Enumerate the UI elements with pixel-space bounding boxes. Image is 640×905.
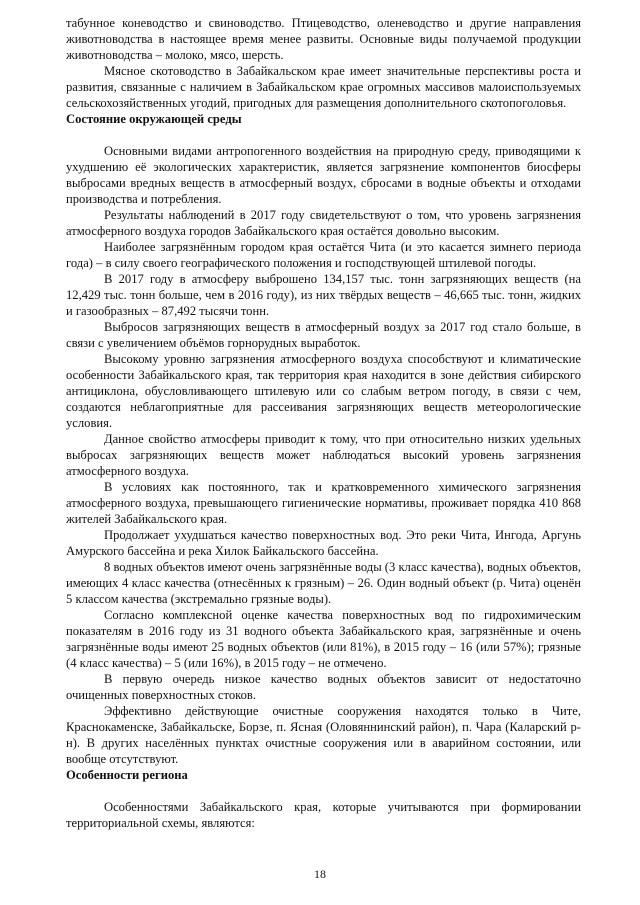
paragraph-climate-factors: Высокому уровню загрязнения атмосферного воздуха способствуют и климатические особенности Забайкальского края, так территория края находится в зоне действия сибирского антициклона, обусловливающего штилевую или со слабым ветром погоду, в связи с чем, создаются неблагоприятные для рассеивания загрязняющих веществ метеорологические условия. xyxy=(66,352,581,430)
heading-region: Особенности региона xyxy=(66,768,188,782)
heading-environment: Состояние окружающей среды xyxy=(66,112,242,126)
section-gap xyxy=(66,783,581,799)
paragraph-atmosphere-property: Данное свойство атмосферы приводит к тому, что при относительно низких удельных выбросах загрязняющих веществ может наблюдаться высокий уровень загрязнения атмосферного воздуха. xyxy=(66,432,581,478)
paragraph-treatment-facilities: Эффективно действующие очистные сооружения находятся только в Чите, Краснокаменске, Забайкальске, Борзе, п. Ясная (Оловяннинский район), п. Чара (Каларский р-н). В других населённых пунктах очистные сооружения или в аварийном состоянии, или вообще отсутствуют. xyxy=(66,704,581,766)
paragraph-livestock-intro: табунное коневодство и свиноводство. Птицеводство, оленеводство и другие направления животноводства в настоящее время менее развиты. Основные виды получаемой продукции животноводства – молоко, мясо, шерсть. xyxy=(66,16,581,62)
paragraph-anthropogenic-impact: Основными видами антропогенного воздействия на природную среду, приводящими к ухудшению её экологических характеристик, является загрязнение компонентов биосферы выбросами вредных веществ в атмосферный воздух, сбросами в водные объекты и отходами производства и потребления. xyxy=(66,144,581,206)
paragraph-population-exposed: В условиях как постоянного, так и кратковременного химического загрязнения атмосферного воздуха, превышающего гигиенические нормативы, проживает порядка 410 868 жителей Забайкальского края. xyxy=(66,480,581,526)
paragraph-runoff: В первую очередь низкое качество водных объектов зависит от недостаточно очищенных поверхностных стоков. xyxy=(66,672,581,702)
paragraph-water-classes: 8 водных объектов имеют очень загрязнённые воды (3 класс качества), водных объектов, имеющих 4 класс качества (отнесённых к грязным) – 26. Один водный объект (р. Чита) оценён 5 классом качества (экстремально грязные воды). xyxy=(66,560,581,606)
paragraph-emissions-2017: В 2017 году в атмосферу выброшено 134,157 тыс. тонн загрязняющих веществ (на 12,429 тыс. тонн больше, чем в 2016 году), из них твёрдых веществ – 46,665 тыс. тонн, жидких и газообразных – 87,492 тысячи тонн. xyxy=(66,272,581,318)
paragraph-observation-results: Результаты наблюдений в 2017 году свидетельствуют о том, что уровень загрязнения атмосферного воздуха городов Забайкальского края остаётся довольно высоким. xyxy=(66,208,581,238)
paragraph-chita-polluted: Наиболее загрязнённым городом края остаётся Чита (и это касается зимнего периода года) – в силу своего географического положения и господствующей штилевой погоды. xyxy=(66,240,581,270)
page-content xyxy=(66,15,581,831)
page-number: 18 xyxy=(314,867,326,881)
section-gap xyxy=(66,127,581,143)
paragraph-region-features: Особенностями Забайкальского края, которые учитываются при формировании территориальной схемы, являются: xyxy=(66,800,581,830)
paragraph-beef-cattle: Мясное скотоводство в Забайкальском крае имеет значительные перспективы роста и развития, связанные с наличием в Забайкальском крае огромных массивов малоиспользуемых сельскохозяйственных угодий, пригодных для размещения дополнительного скотопоголовья. xyxy=(66,64,581,110)
paragraph-surface-water: Продолжает ухудшаться качество поверхностных вод. Это реки Чита, Ингода, Аргунь Амурского бассейна и река Хилок Байкальского бассейна. xyxy=(66,528,581,558)
paragraph-water-assessment: Согласно комплексной оценке качества поверхностных вод по гидрохимическим показателям в 2016 году из 31 водного объекта Забайкальского края, загрязнённые и очень загрязнённые воды имеют 25 водных объектов (или 81%), в 2015 году – 16 (или 57%); грязные (4 класс качества) – 5 (или 16%), в 2015 году – не отмечено. xyxy=(66,608,581,670)
paragraph-emissions-increase: Выбросов загрязняющих веществ в атмосферный воздух за 2017 год стало больше, в связи с увеличением объёмов горнорудных выработок. xyxy=(66,320,581,350)
